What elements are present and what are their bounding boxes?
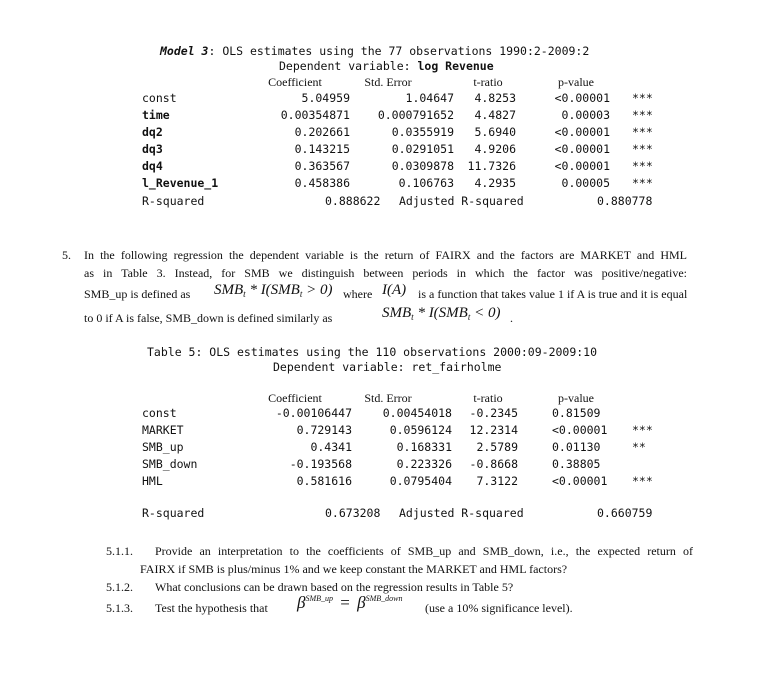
model3-header-t-ratio: t-ratio — [473, 75, 503, 89]
table5-row-stars: ** — [632, 440, 646, 454]
model3-row-stars: *** — [632, 125, 653, 139]
table5-row-p-value: <0.00001 — [552, 423, 608, 437]
table5-row-name: SMB_up — [142, 440, 184, 454]
table5-row-name: MARKET — [142, 423, 184, 437]
model3-row-coefficient: 0.143215 — [294, 142, 350, 156]
formula-smb-down: $SMB_t * I(SMB_t < 0)$ — [382, 305, 501, 322]
model3-row-name: dq4 — [142, 159, 163, 173]
table5-header-coefficient: Coefficient — [268, 391, 322, 405]
model3-header-p-value: p-value — [558, 75, 594, 89]
table5-header-p-value: p-value — [558, 391, 594, 405]
model3-row-stars: *** — [632, 159, 653, 173]
model3-row-t-ratio: 4.9206 — [474, 142, 516, 156]
model3-r-squared-label: R-squared — [142, 194, 205, 208]
table5-row-p-value: 0.81509 — [552, 406, 601, 420]
table5-row-name: SMB_down — [142, 457, 198, 471]
table5-row-coefficient: -0.193568 — [289, 457, 352, 471]
subquestion-513-text-end: (use a 10% significance level). — [425, 601, 573, 615]
model3-header-std-error: Std. Error — [364, 75, 412, 89]
table5-r-squared-label: R-squared — [142, 506, 205, 520]
formula-indicator: I(A) — [382, 282, 407, 298]
question-line-1: In the following regression the dependent variable is the return of FAIRX and the factors are MARKET and HML — [84, 248, 687, 262]
table5-header-std-error: Std. Error — [364, 391, 412, 405]
model3-row-std-error: 1.04647 — [405, 91, 454, 105]
model3-row-p-value: 0.00003 — [561, 108, 610, 122]
table5-row-std-error: 0.168331 — [396, 440, 452, 454]
model3-row-t-ratio: 4.4827 — [474, 108, 516, 122]
table5-adjusted-r-squared-value: 0.660759 — [597, 506, 653, 520]
model3-row-t-ratio: 5.6940 — [474, 125, 516, 139]
table5-row-t-ratio: -0.2345 — [469, 406, 518, 420]
model3-dependent-variable: Dependent variable: log Revenue — [279, 59, 494, 73]
table5-row-stars: *** — [632, 474, 653, 488]
table5-row-std-error: 0.00454018 — [382, 406, 452, 420]
model3-row-p-value: <0.00001 — [554, 91, 610, 105]
table5-title: Table 5: OLS estimates using the 110 observations 2000:09-2009:10 — [147, 345, 598, 359]
model3-row-t-ratio: 4.8253 — [474, 91, 516, 105]
table5-row-std-error: 0.223326 — [396, 457, 452, 471]
question-line-4: to 0 if A is false, SMB_down is defined similarly as — [84, 311, 333, 325]
model3-row-std-error: 0.106763 — [398, 176, 454, 190]
table5-adjusted-r-squared-label: Adjusted R-squared — [399, 506, 524, 520]
model3-row-coefficient: 0.363567 — [294, 159, 350, 173]
subquestion-512-number: 5.1.2. — [106, 580, 133, 594]
model3-row-std-error: 0.0291051 — [391, 142, 454, 156]
model3-row-p-value: <0.00001 — [554, 142, 610, 156]
model3-row-stars: *** — [632, 142, 653, 156]
hypothesis-formula: $\beta^{SMB\_up} = \beta^{SMB\_down}$ — [297, 593, 403, 612]
table5-row-stars: *** — [632, 423, 653, 437]
model3-row-t-ratio: 4.2935 — [474, 176, 516, 190]
model3-r-squared-value: 0.888622 — [325, 194, 381, 208]
model3-row-coefficient: 5.04959 — [301, 91, 350, 105]
table5-row-std-error: 0.0596124 — [389, 423, 452, 437]
question-line-3-rest: is a function that takes value 1 if A is true and it is equal — [418, 287, 688, 301]
model3-row-name: dq2 — [142, 125, 163, 139]
model3-row-coefficient: 0.458386 — [294, 176, 350, 190]
model3-row-std-error: 0.0355919 — [391, 125, 454, 139]
table5-row-t-ratio: 2.5789 — [476, 440, 518, 454]
subquestion-511-line-2: FAIRX if SMB is plus/minus 1% and we keep constant the MARKET and HML factors? — [140, 562, 568, 576]
model3-row-p-value: <0.00001 — [554, 159, 610, 173]
table5-row-std-error: 0.0795404 — [389, 474, 452, 488]
question-line-4-period: . — [510, 311, 513, 325]
model3-row-stars: *** — [632, 91, 653, 105]
table5-row-t-ratio: 12.2314 — [469, 423, 518, 437]
model3-row-std-error: 0.000791652 — [377, 108, 454, 122]
table5-row-coefficient: 0.4341 — [310, 440, 352, 454]
model3-row-std-error: 0.0309878 — [391, 159, 454, 173]
model3-row-coefficient: 0.202661 — [294, 125, 350, 139]
model3-row-stars: *** — [632, 176, 653, 190]
table5-r-squared-value: 0.673208 — [325, 506, 381, 520]
table5-row-t-ratio: -0.8668 — [469, 457, 518, 471]
table5-row-coefficient: 0.581616 — [296, 474, 352, 488]
model3-row-stars: *** — [632, 108, 653, 122]
subquestion-511-line-1: Provide an interpretation to the coefficients of SMB_up and SMB_down, i.e., the expected return of — [155, 544, 693, 558]
table5-row-name: const — [142, 406, 177, 420]
table5-row-t-ratio: 7.3122 — [476, 474, 518, 488]
table5-row-coefficient: -0.00106447 — [275, 406, 352, 420]
subquestion-511-number: 5.1.1. — [106, 544, 133, 558]
model3-row-coefficient: 0.00354871 — [280, 108, 350, 122]
question-number: 5. — [62, 248, 71, 262]
table5-dependent-variable: Dependent variable: ret_fairholme — [273, 360, 502, 374]
model3-row-name: l_Revenue_1 — [142, 176, 219, 190]
model3-row-p-value: <0.00001 — [554, 125, 610, 139]
model3-row-t-ratio: 11.7326 — [467, 159, 516, 173]
subquestion-513-number: 5.1.3. — [106, 601, 133, 615]
model3-row-name: const — [142, 91, 177, 105]
table5-row-coefficient: 0.729143 — [296, 423, 352, 437]
model3-adjusted-r-squared-label: Adjusted R-squared — [399, 194, 524, 208]
formula-smb-up: $SMB_t * I(SMB_t > 0)$ — [214, 282, 333, 299]
subquestion-512-text: What conclusions can be drawn based on the regression results in Table 5? — [155, 580, 514, 594]
question-line-2: as in Table 3. Instead, for SMB we distinguish between periods in which the factor was positive/negative: — [84, 266, 687, 280]
question-line-3: SMB_up is defined as — [84, 287, 191, 301]
model3-adjusted-r-squared-value: 0.880778 — [597, 194, 653, 208]
model3-row-p-value: 0.00005 — [561, 176, 610, 190]
question-line-3-where: where — [343, 287, 373, 301]
model3-row-name: dq3 — [142, 142, 163, 156]
model3-header-coefficient: Coefficient — [268, 75, 322, 89]
table5-row-p-value: 0.01130 — [552, 440, 601, 454]
table5-row-p-value: 0.38805 — [552, 457, 601, 471]
model3-title: Model 3: OLS estimates using the 77 observations 1990:2-2009:2 — [160, 44, 590, 58]
table5-row-name: HML — [142, 474, 163, 488]
model3-row-name: time — [142, 108, 170, 122]
table5-header-t-ratio: t-ratio — [473, 391, 503, 405]
table5-row-p-value: <0.00001 — [552, 474, 608, 488]
subquestion-513-text: Test the hypothesis that — [155, 601, 268, 615]
